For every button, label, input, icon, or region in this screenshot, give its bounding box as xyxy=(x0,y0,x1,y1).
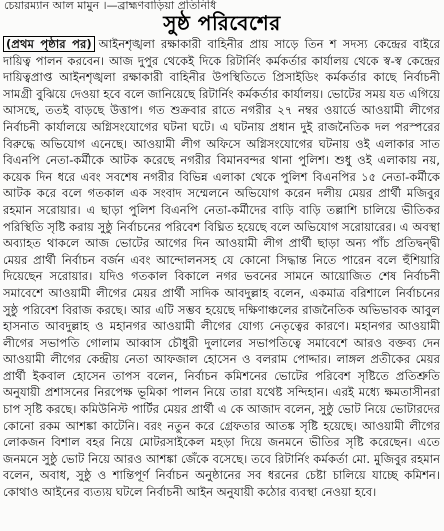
article-paragraph xyxy=(3,36,440,501)
headline: সুষ্ঠ পরিবেশের xyxy=(163,11,281,35)
continued-from-front-page-label: (প্রথম পৃষ্ঠার পর) xyxy=(3,36,95,52)
article-text: আইনশৃঙ্খলা রক্ষাকারী বাহিনীর প্রায় সাড়ে তিন শ সদস্য কেন্দ্রের বাইরে দায়িত্ব পালন করবেন। আজ দুপুর থেকেই দিকে রিটার্নিং কর্মকর্তার কার্যালয় থেকে স্ব-স্ব কেন্দ্রের দায়িত্বপ্রাপ্ত আইনশৃঙ্খলা রক্ষাকারী বাহিনীর উপস্থিতিতে প্রিসাইডিং কর্মকর্তার কাছে নির্বাচনী সামগ্রী বুঝিয়ে দেওয়া হবে বলে জানিয়েছে রিটার্নিং কর্মকর্তার কার্যালয়। ভোটের সময় যত এগিয়ে আসছে, ততই বাড়ছে উত্তাপ। গত শুক্রবার রাতে নগরীর ২৭ নম্বর ওয়ার্ডে আওয়ামী লীগের নির্বাচনী কার্যালয়ে অগ্নিসংযোগের ঘটনা ঘটে। এ ঘটনায় প্রধান দুই রাজনৈতিক দল পরস্পরের বিরুদ্ধে অভিযোগ এনেছে। আওয়ামী লীগ অফিসে অগ্নিসংযোগের ঘটনায় ওই এলাকার সাত বিএনপি নেতা-কর্মীকে আটক করেছে নগরীর বিমানবন্দর থানা পুলিশ। শুধু ওই এলাকায় নয়, কয়েক দিন ধরে এবং সবশেষ নগরীর বিভিন্ন এলাকা থেকে পুলিশ বিএনপির ১৫ নেতা-কর্মীকে আটক করে বলে গতকাল এক সংবাদ সম্মেলনে অভিযোগ করেন দলীয় মেয়র প্রার্থী মজিবুর রহমান সরোয়ার। এ ছাড়া পুলিশ বিএনপি নেতা-কর্মীদের বাড়ি বাড়ি তল্লাশি চালিয়ে ভীতিকর পরিস্থিতি সৃষ্টি করায় সুষ্ঠু নির্বাচনের পরিবেশ বিঘ্নিত হয়েছে বলে অভিযোগ সরোয়ারের। এ অবস্থা অব্যাহত থাকলে আজ ভোটের আগের দিন আওয়ামী লীগ প্রার্থী ছাড়া অন্য পাঁচ প্রতিদ্বন্দ্বী মেয়র প্রার্থী নির্বাচন বর্জন এবং আন্দোলনসহ যে কোনো সিদ্ধান্ত নিতে পারেন বলে হুঁশিয়ারি দিয়েছেন সরোয়ার। যদিও গতকাল বিকালে নগর ভবনের সামনে আয়োজিত শেষ নির্বাচনী সমাবেশে আওয়ামী লীগের মেয়র প্রার্থী সাদিক আবদুল্লাহ বলেন, একমাত্র বরিশালে নির্বাচনের সুষ্ঠু পরিবেশ বিরাজ করছে। আর এটি সম্ভব হয়েছে দক্ষিণাঞ্চলের রাজনৈতিক অভিভাবক আবুল হাসনাত আবদুল্লাহ ও মহানগর আওয়ামী লীগের যোগ্য নেতৃত্বের কারণে। মহানগর আওয়ামী লীগের সভাপতি গোলাম আব্বাস চৌধুরী দুলালের সভাপতিত্বে সমাবেশে আরও বক্তব্য দেন আওয়ামী লীগের কেন্দ্রীয় নেতা আফজাল হোসেন ও বলরাম পোদ্দার। লাঙ্গল প্রতীকের মেয়র প্রার্থী ইকবাল হোসেন তাপস বলেন, নির্বাচন কমিশনের ভোটের পরিবেশ সৃষ্টিতে প্রতিশ্রুতি অনুযায়ী প্রশাসনের নিরপেক্ষ ভূমিকা পালন নিয়ে তারা যথেষ্ট সন্দিহান। এরই মধ্যে ক্ষমতাসীনরা চাপ সৃষ্টি করছে। কমিউনিস্ট পার্টির মেয়র প্রার্থী এ কে আজাদ বলেন, সুষ্ঠু ভোট নিয়ে ভোটারদের কোনো রকম আশঙ্কা কাটেনি। বরং নতুন করে গ্রেফতার আতঙ্ক সৃষ্টি হয়েছে। আওয়ামী লীগের লোকজন বিশাল বহর নিয়ে মোটরসাইকেল মহড়া দিয়ে জনমনে ভীতির সৃষ্টি করেছেন। এতে জনমনে সুষ্ঠু ভোট নিয়ে আরও আশঙ্কা জেঁকে বসেছে। তবে রিটার্নিং কর্মকর্তা মো. মুজিবুর রহমান বলেন, অবাধ, সুষ্ঠু ও শান্তিপূর্ণ নির্বাচন অনুষ্ঠানের সব ধরনের চেষ্টা চালিয়ে যাচ্ছে কমিশন। কোথাও আইনের ব্যত্যয় ঘটলে নির্বাচনী আইন অনুযায়ী কঠোর ব্যবস্থা নেওয়া হবে। xyxy=(3,37,440,500)
article-body xyxy=(3,36,440,529)
cut-off-previous-article: চেয়ারম্যান আল মামুন ।—ব্রাহ্মণবাড়িয়া প্রতিনিধি xyxy=(4,0,217,12)
